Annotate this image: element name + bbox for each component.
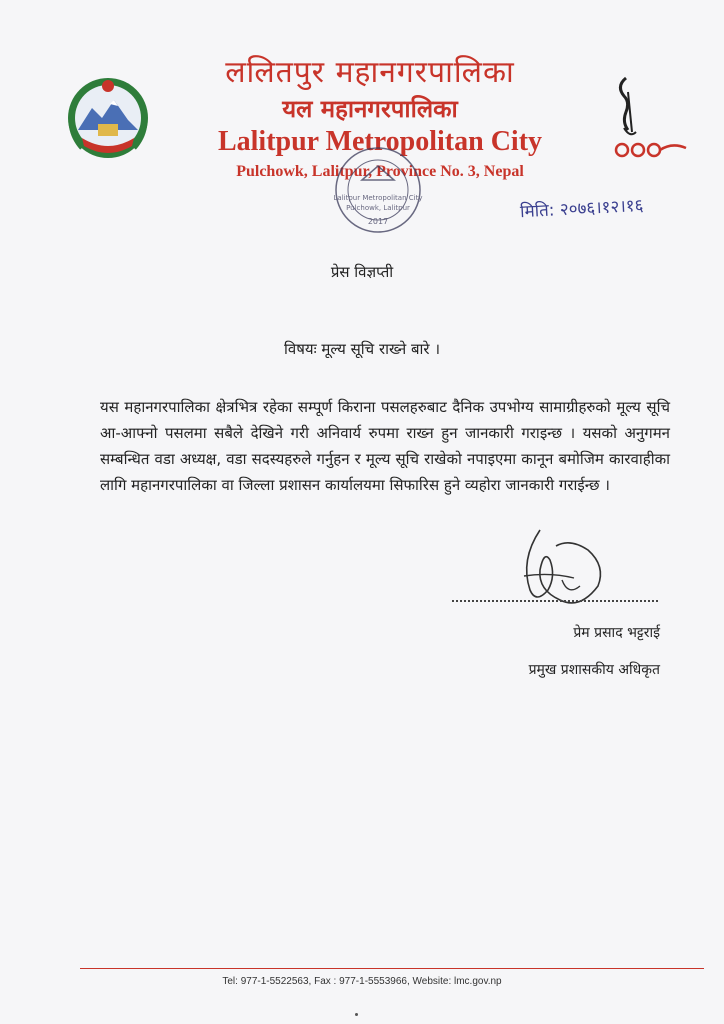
footer-divider: [80, 968, 704, 969]
office-stamp: [328, 140, 428, 240]
signature-line: [452, 600, 658, 602]
stamp-text-line2: Pulchowk, Lalitpur: [346, 204, 410, 212]
letter-date: मिति: २०७६।१२।१६: [519, 195, 644, 223]
letterhead-address: Pulchowk, Lalitpur, Province No. 3, Nepal: [236, 163, 524, 180]
footer-contact: Tel: 977-1-5522563, Fax : 977-1-5553966, Website: lmc.gov.np: [222, 976, 502, 987]
document-subject: विषयः मूल्य सूचि राख्ने बारे ।: [283, 340, 441, 358]
stamp-text-line1: Lalitpur Metropolitan City: [333, 194, 423, 202]
title-nepali: ललितपुर महानगरपालिका: [225, 55, 515, 90]
lalitpur-metropolitan-logo-icon: [608, 72, 694, 162]
stamp-year: 2017: [367, 217, 389, 226]
title-english: Lalitpur Metropolitan City: [217, 126, 543, 157]
scan-speck: [355, 1013, 358, 1016]
body-paragraph: यस महानगरपालिका क्षेत्रभित्र रहेका सम्पूर्ण किराना पसलहरुबाट दैनिक उपभोग्य सामाग्रीहरुको मूल्य सूचि आ-आफ्नो पसलमा सबैले देखिने गरी अनिवार्य रुपमा राख्न हुन जानकारी गराइन्छ । यसको अनुगमन सम्बन्धित वडा अध्यक्ष, वडा सदस्यहरुले गर्नुहन र मूल्य सूचि राखेको नपाइएमा कानून बमोजिम कारवाहीका लागि महानगरपालिका वा जिल्ला प्रशासन कार्यालयमा सिफारिस हुने व्यहोरा जानकारी गराईन्छ ।: [100, 398, 670, 494]
title-newa: यल महानगरपालिका: [282, 94, 458, 123]
nepal-government-emblem-icon: [62, 72, 154, 164]
handwritten-signature: [500, 520, 610, 620]
signatory-title: प्रमुख प्रशासकीय अधिकृत: [528, 662, 660, 678]
signatory-name: प्रेम प्रसाद भट्टराई: [573, 625, 660, 641]
document-heading: प्रेस विज्ञप्ती: [330, 263, 394, 281]
